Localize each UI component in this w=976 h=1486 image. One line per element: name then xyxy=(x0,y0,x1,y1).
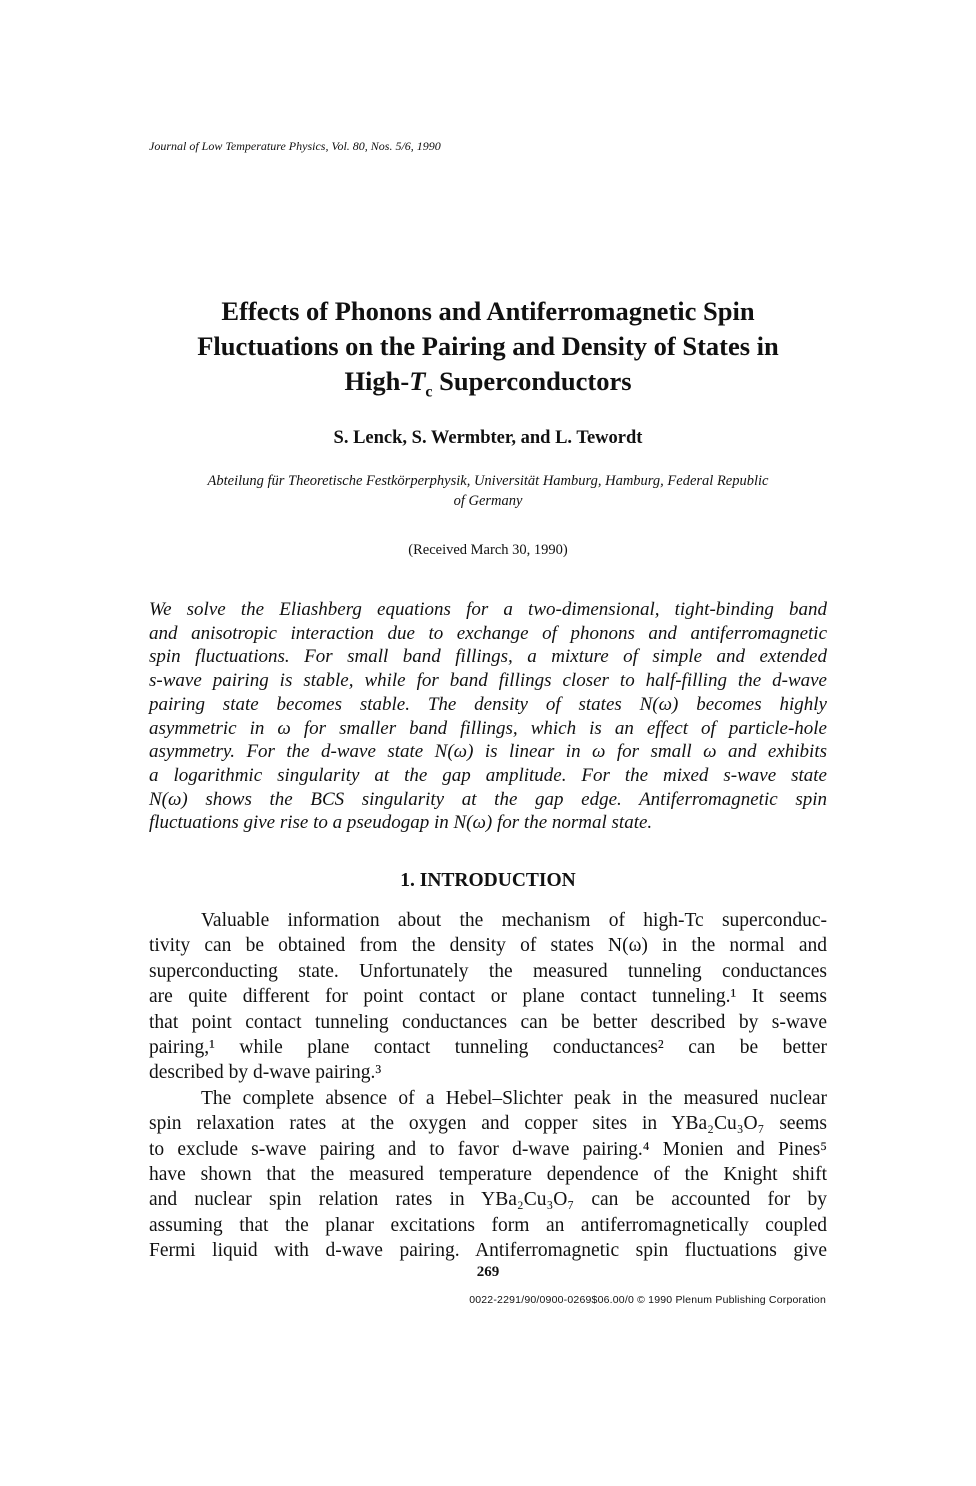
abstract-line: s-wave pairing is stable, while for band fillings closer to half-filling the d-wave xyxy=(149,670,827,692)
body-line: described by d-wave pairing.³ xyxy=(149,1062,382,1084)
body-line: Fermi liquid with d-wave pairing. Antiferromagnetic spin fluctuations give xyxy=(149,1240,827,1262)
journal-citation: Journal of Low Temperature Physics, Vol. 80, Nos. 5/6, 1990 xyxy=(149,139,441,153)
title-t-symbol: T xyxy=(409,366,426,396)
affiliation xyxy=(149,471,827,511)
abstract-line: pairing state becomes stable. The density of states N(ω) becomes highly xyxy=(149,693,827,715)
paper-title xyxy=(100,294,876,409)
abstract xyxy=(149,598,827,835)
abstract-line: asymmetric in ω for smaller band fillings, which is an effect of particle-hole xyxy=(149,717,827,739)
body-line: The complete absence of a Hebel–Slichter peak in the measured nuclear xyxy=(201,1087,827,1109)
body-line: pairing,¹ while plane contact tunneling conductances² can be better xyxy=(149,1037,827,1059)
body-line: to exclude s-wave pairing and to favor d-wave pairing.⁴ Monien and Pines⁵ xyxy=(149,1138,827,1160)
abstract-line: N(ω) shows the BCS singularity at the gap edge. Antiferromagnetic spin xyxy=(149,788,827,810)
body-line: have shown that the measured temperature dependence of the Knight shift xyxy=(149,1164,827,1186)
title-high: High- xyxy=(344,366,410,396)
received-date: (Received March 30, 1990) xyxy=(408,542,568,558)
abstract-line: fluctuations give rise to a pseudogap in N(ω) for the normal state. xyxy=(149,812,653,834)
abstract-line: and anisotropic interaction due to exchange of phonons and antiferromagnetic xyxy=(149,622,827,644)
body-line: superconducting state. Unfortunately the measured tunneling conductances xyxy=(149,960,827,982)
title-line-2: Fluctuations on the Pairing and Density of States in xyxy=(197,331,779,361)
body-line: Valuable information about the mechanism of high-Tc superconduc- xyxy=(201,910,827,931)
abstract-line: We solve the Eliashberg equations for a two-dimensional, tight-binding band xyxy=(149,599,827,620)
body-line: tivity can be obtained from the density of states N(ω) in the normal and xyxy=(149,935,827,957)
page-number: 269 xyxy=(476,1264,500,1280)
section-heading: 1. INTRODUCTION xyxy=(400,870,576,891)
body-line: and nuclear spin relation rates in YBa₂Cu₃O₇ can be accounted for by xyxy=(149,1189,827,1211)
copyright-line: 0022-2291/90/0900-0269$06.00/0 © 1990 Plenum Publishing Corporation xyxy=(469,1294,826,1306)
affiliation-line-2: of Germany xyxy=(453,493,523,509)
title-t-subscript: c xyxy=(425,383,433,401)
body-line: are quite different for point contact or plane contact tunneling.¹ It seems xyxy=(149,986,827,1008)
title-superconductors: Superconductors xyxy=(432,366,632,396)
body-line: spin relaxation rates at the oxygen and copper sites in YBa₂Cu₃O₇ seems xyxy=(149,1113,827,1135)
body-line: that point contact tunneling conductances can be better described by s-wave xyxy=(149,1011,827,1033)
authors: S. Lenck, S. Wermbter, and L. Tewordt xyxy=(333,428,643,448)
abstract-line: spin fluctuations. For small band fillings, a mixture of simple and extended xyxy=(149,646,827,668)
affiliation-line-1: Abteilung für Theoretische Festkörperphysik, Universität Hamburg, Hamburg, Federal Republic xyxy=(207,473,769,489)
body-text xyxy=(149,908,827,1264)
abstract-line: asymmetry. For the d-wave state N(ω) is linear in ω for small ω and exhibits xyxy=(149,741,827,763)
title-line-1: Effects of Phonons and Antiferromagnetic Spin xyxy=(221,296,755,326)
abstract-line: a logarithmic singularity at the gap amplitude. For the mixed s-wave state xyxy=(149,764,827,786)
title-line-3 xyxy=(100,364,876,409)
body-line: assuming that the planar excitations form an antiferromagnetically coupled xyxy=(149,1214,827,1236)
